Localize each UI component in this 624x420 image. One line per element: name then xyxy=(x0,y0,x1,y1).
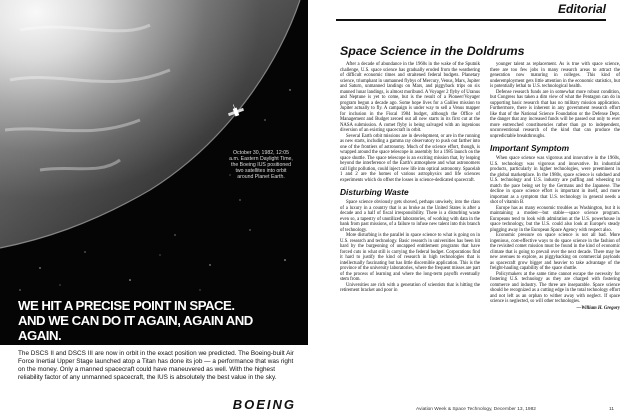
earth-from-space-photo xyxy=(0,0,308,345)
paragraph: younger talent as replacement. As is true with space science, there are too few jobs in many research areas to attract the generation now maturing in colleges. This kind of underemployment gets little attention in the economic statistics, but is potentially lethal to U.S. technological health. xyxy=(490,62,620,89)
subhead: Important Symptom xyxy=(490,143,570,153)
paragraph: Europe has as many economic troubles as Washington, but it is maintaining a modest—but stable—space science program. Europeans tend to look with admiration at the U.S. powerhouse in space technology, but the U.S. could also look at Europe's steady plugging away in the European Space Agency with respect also. xyxy=(490,205,620,233)
paragraph: Economic pressure on space science is not all bad. More ingenious, cost-effective ways to do space science in the fashion of the revisited comet mission must be found in the kind of economic climate that is going to prevail over the next decade. There may be new avenues to explore, as piggybacking on commercial payloads as spacecraft grow bigger and heavier to take advantage of the freight-hauling capability of the space shuttle. xyxy=(490,233,620,271)
boeing-logo: BOEING xyxy=(232,397,296,412)
paragraph: More disturbing is the parallel in space science to what is going on in U.S. research and technology. Basic research in universities has been hit hard by the burgeoning of uncapped entitlement programs that have forced cuts in what still is carrying the federal budget. Corporations find it hard to justify the kind of research in high technologies that is intellectually fascinating but has little discernible application. This is the province of the university laboratories, where the frequent misses are part of the process of learning and where the long-term payoffs eventually stem from. xyxy=(340,233,480,282)
page-footer xyxy=(416,407,614,412)
editorial-column-1 xyxy=(340,62,480,294)
paragraph: Several Earth orbit missions are in development, or are in the running as new starts, including a gamma ray observatory to push out farther into one of the frontiers of astronomy. Much of the science effort, though, is wrapped around the space telescope in assembly for a 1985 launch on the space shuttle. The space telescope is an exciting mission that, by leaping beyond the interference of the Earth's atmosphere and what astronomers call light pollution, could inject new life into optical astronomy. Spacelab 1 and 2 are the homes of various astrophysics and life sciences experiments which do offset the losses in science-dedicated spacecraft. xyxy=(340,133,480,183)
ad-headline xyxy=(18,298,298,343)
paragraph: Space science obviously gets shoved, perhaps unwisely, into the class of a luxury in a country that is as broke as the United States is after a decade and a half of fiscal irresponsibility. There is a disturbing waste even so, a tapestry of unutilized laboratories, of working with data in the bank from past missions, of a failure to infuse new talent into this branch of technology. xyxy=(340,200,480,233)
footer-publication: Aviation Week & Space Technology, December 13, 1982 xyxy=(416,407,536,412)
paragraph: When space science was vigorous and innovative in the 1960s, U.S. technology was vigorous and innovative. Its industrial products, particularly in higher technologies, were preeminent in the global marketplace. In the 1980s, space science is subdued and U.S. technology and U.S. industry are puffing and wheezing to match the pace being set by the Germans and the Japanese. The decline in space science effort is important in itself, and more important as a symptom that U.S. technology in general needs a shot of vitamin B. xyxy=(490,156,620,205)
ad-headline-line2: AND WE CAN DO IT AGAIN, AGAIN AND AGAIN. xyxy=(18,313,253,343)
ad-body-copy xyxy=(18,350,298,382)
boeing-advertisement xyxy=(0,0,308,420)
paragraph: Defense research funds are in somewhat more robust condition, but Congress has taken a dim view of what the Pentagon can do in supporting basic research that has no military mission application. Furthermore, there is inherent in any government research effort like that of the National Science Foundation or the Defense Dept. the danger that any increased funds will be passed out only to ever more entrenched constituencies rather than go to independent, unconventional research of the kind that can produce the unpredictable breakthroughs. xyxy=(490,89,620,139)
subhead: Disturbing Waste xyxy=(340,187,409,197)
author-signature: —William H. Gregory xyxy=(576,305,620,311)
section-label: Editorial xyxy=(557,2,606,16)
editorial-title: Space Science in the Doldrums xyxy=(340,44,525,58)
photo-caption: October 30, 1982, 12:05 a.m. Eastern Daylight Time, the Boeing IUS positioned two satellites into orbit around Planet Earth. xyxy=(229,150,293,180)
paragraph: After a decade of abundance in the 1960s in the wake of the Sputnik challenge, U.S. space science has gradually eroded from the weathering of difficult economic times and straitened federal budgets. Planetary science, triumphant in unmanned flybys of Mercury, Venus, Mars, Jupiter and Saturn, unmanned landings on Mars, and piggyback trips on six manned lunar landings, is almost moribund. A Voyager 2 flyby of Uranus and Neptune is yet to come, but is the result of a Pioneer/Voyager program begun a decade ago. Some hope lives for a Galileo mission to Jupiter actually to fly. A campaign is under way to sell a Venus mapper for inclusion in the Fiscal 1984 budget, although the Office of Management and Budget zeroed out all new starts in its first cut at the NASA submission. A comet flyby is being salvaged with an ingenious diversion of an existing spacecraft in orbit. xyxy=(340,62,480,133)
paragraph: Policymakers at the same time cannot escape the necessity for fostering U.S. technology as they are charged with fostering commerce and industry. The three are inseparable. Space science should be recognized as a cutting edge in the total technology effort and not left as an orphan to wither away with neglect. If space science is neglected, so will other technologies. xyxy=(490,271,620,304)
section-rule xyxy=(336,19,606,21)
editorial-column-2 xyxy=(490,62,620,311)
ad-headline-line1: WE HIT A PRECISE POINT IN SPACE. xyxy=(18,298,235,313)
ad-body-text: The DSCS II and DSCS III are now in orbit in the exact position we predicted. The Boeing-built Air Force Inertial Upper Stage launched atop a Titan has done its job — a performance that was right on the money. Only a manned spacecraft could have maneuvered as well. With the highest reliability factor of any unmanned spacecraft, the IUS is absolutely the best value in the sky. xyxy=(18,350,294,381)
page-number: 11 xyxy=(609,407,614,412)
editorial-page xyxy=(318,0,624,420)
paragraph: Universities are rich with a generation of scientists that is hitting the retirement bracket and poor in xyxy=(340,282,480,293)
